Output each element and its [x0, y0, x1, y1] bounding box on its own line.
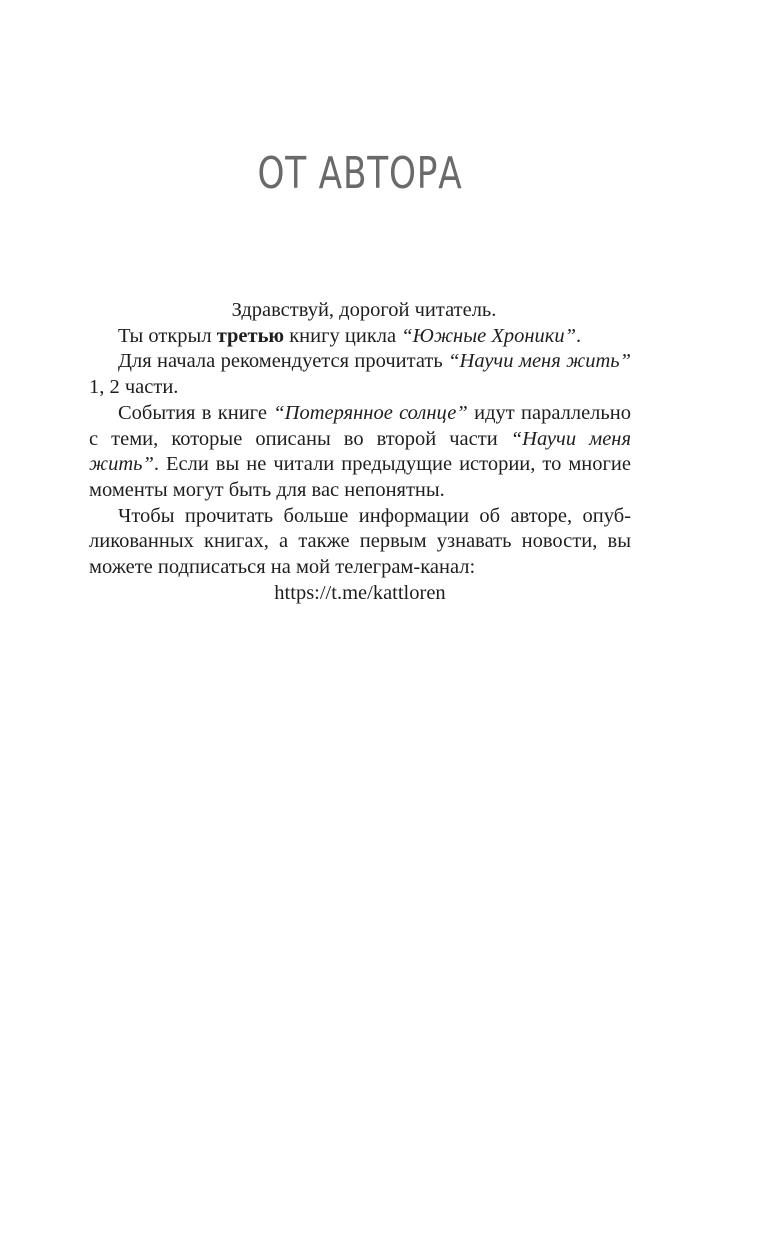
- series-title: “Южные Хроники”: [401, 324, 576, 347]
- book-title-lost-sun: “Потерянное солнце”: [273, 401, 468, 424]
- telegram-link[interactable]: https://t.me/kattloren: [274, 581, 446, 604]
- greeting-line: Здравствуй, дорогой читатель.: [231, 299, 497, 321]
- author-note: [89, 298, 631, 606]
- p2-post: 1, 2 части.: [89, 376, 179, 399]
- p2-pre: Для начала рекомендуется прочитать: [118, 350, 449, 373]
- page-title: ОТ АВТОРА: [257, 148, 463, 199]
- p3-mid: идут параллельно с теми, которые описаны во второй части: [89, 401, 631, 450]
- paragraph-third-book: [89, 324, 631, 350]
- p3-post: . Если вы не читали предыдущие истории, то многие моменты могут быть для вас непонятны.: [89, 453, 631, 501]
- p3-pre: События в книге: [118, 401, 274, 424]
- p1-mid: книгу цикла: [284, 324, 402, 347]
- p1-post: .: [576, 324, 582, 347]
- book-title-teach-me-to-live: “Научи меня жить”: [448, 350, 631, 373]
- paragraph-recommendation: [89, 349, 631, 400]
- paragraph-subscribe: Чтобы прочитать больше информации об авторе, опубликованных книгах, а также первым узнавать новости, вы можете подписаться на мой телеграм-канал:: [89, 504, 631, 579]
- book-title-teach-me-to-live-2: “Научи меня жить”: [89, 427, 631, 476]
- p1-bold-word: третью: [216, 324, 285, 347]
- p1-pre: Ты открыл: [118, 324, 217, 347]
- paragraph-events: [89, 401, 631, 504]
